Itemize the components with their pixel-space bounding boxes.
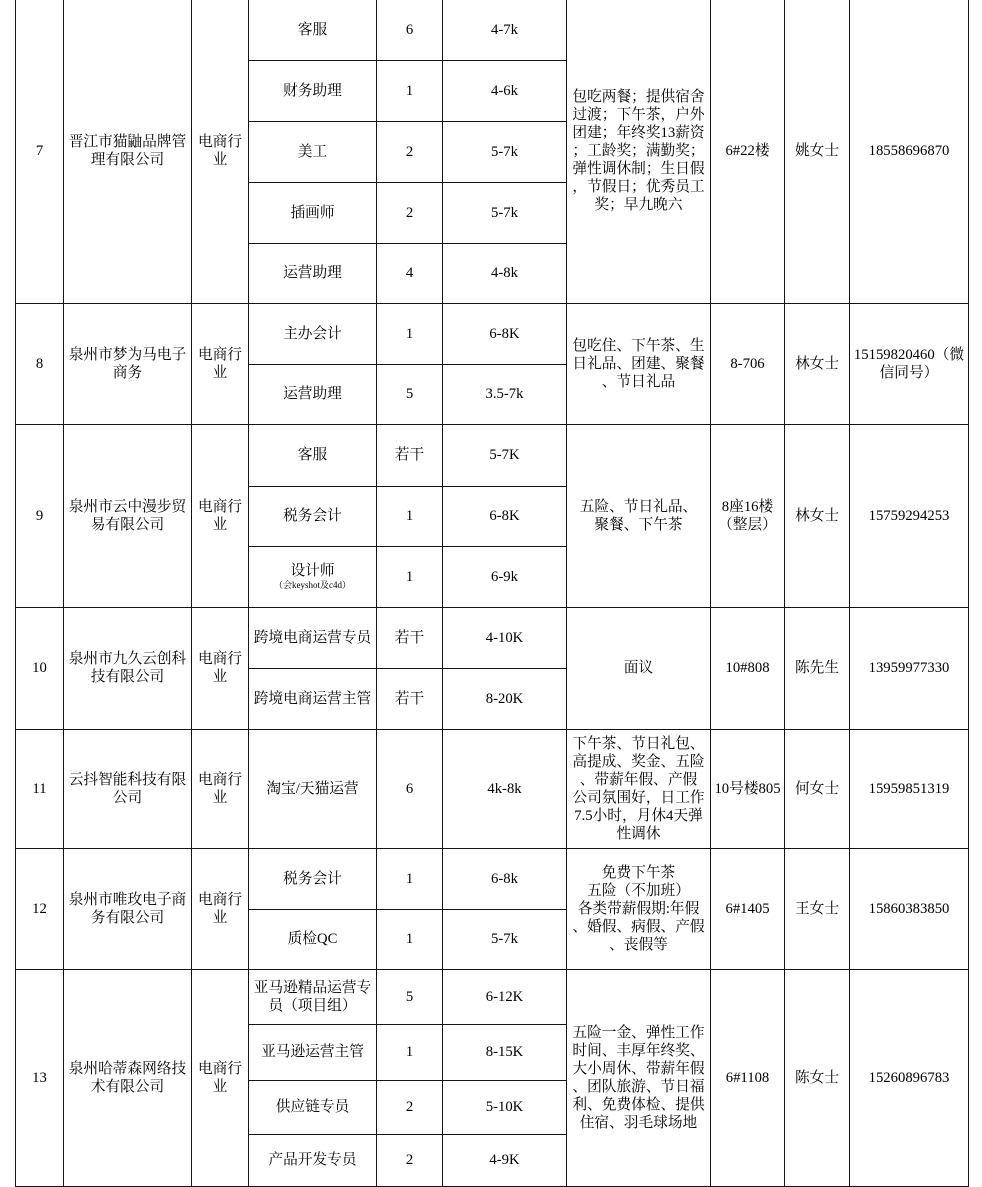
table-row [16,607,969,668]
benefits: 包吃两餐；提供宿舍过渡；下午茶，户外团建；年终奖13薪资；工龄奖；满勤奖；弹性调休制；生日假，节假日；优秀员工奖；早九晚六 [567,0,711,303]
salary: 6-9k [443,546,567,607]
salary: 5-7k [443,182,567,243]
jobs-table-body [16,0,969,1186]
position-count: 1 [377,546,443,607]
salary: 4-6k [443,60,567,121]
position-title: 客服 [249,424,377,486]
salary: 4-10K [443,607,567,668]
position-title: 插画师 [249,182,377,243]
benefits: 下午茶、节日礼包、高提成、奖金、五险、带薪年假、产假 公司氛围好，日工作7.5小时，月休4天弹性调休 [567,729,711,848]
row-number: 8 [16,303,64,424]
row-number: 13 [16,969,64,1186]
position-count: 2 [377,1080,443,1134]
position-title: 淘宝/天猫运营 [249,729,377,848]
position-count: 1 [377,909,443,969]
job-listing-sheet [15,0,969,1187]
position-count: 2 [377,182,443,243]
position-count: 1 [377,848,443,909]
phone-number: 15959851319 [850,729,969,848]
phone-number: 15860383850 [850,848,969,969]
table-row [16,424,969,486]
row-number: 12 [16,848,64,969]
row-number: 7 [16,0,64,303]
position-title-text: 设计师 [290,562,335,579]
company-name: 泉州市云中漫步贸易有限公司 [64,424,192,607]
position-title: 跨境电商运营专员 [249,607,377,668]
contact-person: 姚女士 [785,0,850,303]
contact-person: 林女士 [785,424,850,607]
phone-number: 18558696870 [850,0,969,303]
salary: 6-8K [443,303,567,364]
benefits: 面议 [567,607,711,729]
industry: 电商行业 [192,607,249,729]
row-number: 10 [16,607,64,729]
address: 8座16楼（整层） [711,424,785,607]
benefits: 免费下午茶 五险（不加班） 各类带薪假期:年假、婚假、病假、产假、丧假等 [567,848,711,969]
industry: 电商行业 [192,0,249,303]
position-count: 1 [377,60,443,121]
salary: 3.5-7k [443,364,567,424]
industry: 电商行业 [192,729,249,848]
position-count: 若干 [377,607,443,668]
position-count: 6 [377,729,443,848]
contact-person: 陈先生 [785,607,850,729]
benefits: 包吃住、下午茶、生日礼品、团建、聚餐、节日礼品 [567,303,711,424]
phone-number: 15159820460（微信同号） [850,303,969,424]
position-title: 亚马逊运营主管 [249,1024,377,1080]
address: 6#22楼 [711,0,785,303]
phone-number: 15260896783 [850,969,969,1186]
position-note: （会keyshot及c4d） [274,579,351,590]
phone-number: 13959977330 [850,607,969,729]
benefits: 五险一金、弹性工作时间、丰厚年终奖、大小周休、带薪年假、团队旅游、节日福利、免费体检、提供住宿、羽毛球场地 [567,969,711,1186]
salary: 8-15K [443,1024,567,1080]
table-row [16,303,969,364]
contact-person: 林女士 [785,303,850,424]
position-title: 财务助理 [249,60,377,121]
contact-person: 何女士 [785,729,850,848]
position-count: 5 [377,969,443,1024]
position-count: 1 [377,1024,443,1080]
salary: 4-8k [443,243,567,303]
salary: 4-9K [443,1134,567,1186]
company-name: 泉州市唯玫电子商务有限公司 [64,848,192,969]
salary: 8-20K [443,668,567,729]
position-count: 2 [377,1134,443,1186]
position-title: 供应链专员 [249,1080,377,1134]
position-title: 运营助理 [249,364,377,424]
salary: 5-7k [443,909,567,969]
table-row [16,0,969,60]
salary: 6-8K [443,486,567,546]
industry: 电商行业 [192,424,249,607]
table-row [16,729,969,848]
company-name: 泉州市九久云创科技有限公司 [64,607,192,729]
row-number: 11 [16,729,64,848]
position-title: 跨境电商运营主管 [249,668,377,729]
table-row [16,969,969,1024]
salary: 6-8k [443,848,567,909]
position-title: 运营助理 [249,243,377,303]
position-title: 客服 [249,0,377,60]
benefits: 五险、节日礼品、 聚餐、下午茶 [567,424,711,607]
phone-number: 15759294253 [850,424,969,607]
contact-person: 王女士 [785,848,850,969]
address: 8-706 [711,303,785,424]
industry: 电商行业 [192,303,249,424]
position-count: 6 [377,0,443,60]
address: 10#808 [711,607,785,729]
salary: 5-7K [443,424,567,486]
position-title: 美工 [249,121,377,182]
salary: 4k-8k [443,729,567,848]
position-title: 产品开发专员 [249,1134,377,1186]
position-title: 亚马逊精品运营专员（项目组） [249,969,377,1024]
address: 6#1405 [711,848,785,969]
company-name: 云抖智能科技有限公司 [64,729,192,848]
position-title: 主办会计 [249,303,377,364]
position-count: 1 [377,486,443,546]
company-name: 晋江市猫鼬品牌管理有限公司 [64,0,192,303]
company-name: 泉州哈蒂森网络技术有限公司 [64,969,192,1186]
address: 6#1108 [711,969,785,1186]
salary: 6-12K [443,969,567,1024]
position-count: 2 [377,121,443,182]
row-number: 9 [16,424,64,607]
position-title: 税务会计 [249,486,377,546]
contact-person: 陈女士 [785,969,850,1186]
salary: 5-10K [443,1080,567,1134]
job-listing-table [15,0,969,1187]
salary: 5-7k [443,121,567,182]
industry: 电商行业 [192,848,249,969]
address: 10号楼805 [711,729,785,848]
position-title: 税务会计 [249,848,377,909]
position-title: 质检QC [249,909,377,969]
position-count: 若干 [377,424,443,486]
salary: 4-7k [443,0,567,60]
industry: 电商行业 [192,969,249,1186]
position-count: 4 [377,243,443,303]
company-name: 泉州市梦为马电子商务 [64,303,192,424]
position-title [249,546,377,607]
table-row [16,848,969,909]
position-count: 若干 [377,668,443,729]
position-count: 5 [377,364,443,424]
position-count: 1 [377,303,443,364]
